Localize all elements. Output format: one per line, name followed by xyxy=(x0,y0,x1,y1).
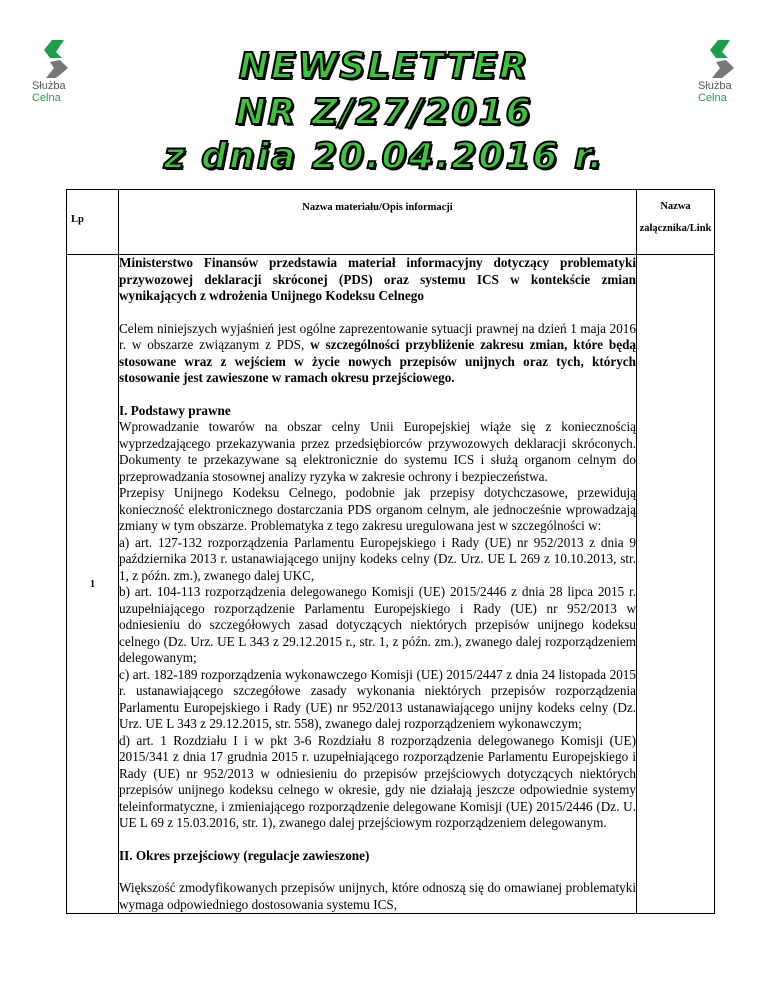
intro-bold: w szczególności przybliżenie zakresu zmian, które będą stosowane wraz z wejściem w życie nowych przepisów unijnych oraz tych, których stosowanie jest zawieszone w ramach okresu przejściowego. xyxy=(119,337,637,385)
logo-text-line1: Służba xyxy=(32,80,66,92)
logo-text-line2: Celna xyxy=(32,92,61,104)
row-attachment xyxy=(637,255,715,914)
row-content xyxy=(119,255,637,914)
column-header-attachment-line1: Nazwa xyxy=(660,201,691,212)
newsletter-table xyxy=(66,189,715,914)
row-number: 1 xyxy=(67,255,119,914)
row-heading: Ministerstwo Finansów przedstawia materiał informacyjny dotyczący problematyki przywozowej deklaracji skróconej (PDS) oraz systemu ICS w kontekście zmian wynikających z wdrożenia Unijnego Kodeksu Celnego xyxy=(119,255,636,303)
section1-title: I. Podstawy prawne xyxy=(119,402,231,418)
newsletter-title: NEWSLETTER xyxy=(238,46,530,87)
newsletter-date: z dnia 20.04.2016 r. xyxy=(163,136,605,177)
table-row xyxy=(67,255,715,914)
column-header-lp: Lp xyxy=(67,190,119,255)
logo-text-line1: Służba xyxy=(698,80,732,92)
intro-paragraph xyxy=(119,321,636,387)
list-item-c: c) art. 182-189 rozporządzenia wykonawczego Komisji (UE) 2015/2447 z dnia 24 listopada 2015 r. ustanawiającego szczegółowe zasady wykonania niektórych przepisów rozporządzenia Parlamentu Europejskiego i Rady (UE) nr 952/2013 ustanawiającego unijny kodeks celny (Dz. Urz. UE L 343 z 29.12.2015, str. 558), zwanego dalej rozporządzeniem wykonawczym; xyxy=(119,666,636,731)
intro-plain: Celem niniejszych wyjaśnień jest ogólne zaprezentowanie sytuacji prawnej na dzień 1 maja 2016 r. w obszarze związanym z PDS, xyxy=(119,320,636,352)
newsletter-number: NR Z/27/2016 xyxy=(235,92,533,133)
table-header-row xyxy=(67,190,715,255)
list-item-b: b) art. 104-113 rozporządzenia delegowanego Komisji (UE) 2015/2446 z dnia 28 lipca 2015 r. uzupełniającego rozporządzenie Parlamentu Europejskiego i Rady (UE) nr 952/2013 w odniesieniu do szczegółowych zasad dotyczących niektórych przepisów unijnego kodeksu celnego (Dz. Urz. UE L 343 z 29.12.2015 r., str. 1, z późn. zm.), zwanego dalej rozporządzeniem delegowanym; xyxy=(119,584,636,665)
section2-paragraph1: Większość zmodyfikowanych przepisów unijnych, które odnoszą się do omawianej problematyki wymaga odpowiedniego dostosowania systemu ICS, xyxy=(119,880,636,912)
column-header-name: Nazwa materiału/Opis informacji xyxy=(119,190,637,255)
list-item-d: d) art. 1 Rozdziału I i w pkt 3-6 Rozdziału 8 rozporządzenia delegowanego Komisji (UE) 2015/341 z dnia 17 grudnia 2015 r. uzupełniającego rozporządzenie Parlamentu Europejskiego i Rady (UE) nr 952/2013 w odniesieniu do przepisów przejściowych dotyczących niektórych przepisów unijnego kodeksu celnego w okresie, gdy nie działają jeszcze odpowiednie systemy teleinformatyczne, i zmieniającego rozporządzenie delegowane Komisji (UE) 2015/2446 (Dz. U. UE L 69 z 15.03.2016, str. 1), zwanego dalej przejściowym rozporządzeniem delegowanym. xyxy=(119,732,636,830)
column-header-attachment-line2: załącznika/Link xyxy=(639,223,712,234)
column-header-attachment xyxy=(637,190,715,255)
section1-paragraph2: Przepisy Unijnego Kodeksu Celnego, podobnie jak przepisy dotychczasowe, przewidują konieczność elektronicznego dostarczania PDS organom celnym, ale jednocześnie wprowadzają zmiany w tym obszarze. Problematyka z tego zakresu uregulowana jest w szczególności w: xyxy=(119,485,636,533)
section2-title: II. Okres przejściowy (regulacje zawieszone) xyxy=(119,847,370,863)
logo-text-line2: Celna xyxy=(698,92,727,104)
section1-paragraph1: Wprowadzanie towarów na obszar celny Unii Europejskiej wiąże się z koniecznością wyprzedzającego przekazywania przez przedsiębiorców przywozowych deklaracji skróconych. Dokumenty te przekazywane są elektronicznie do systemu ICS i służą organom celnym do przeprowadzania stosownej analizy ryzyka w zakresie ochrony i bezpieczeństwa. xyxy=(119,419,636,484)
list-item-a: a) art. 127-132 rozporządzenia Parlamentu Europejskiego i Rady (UE) nr 952/2013 z dnia 9 października 2013 r. ustanawiającego unijny kodeks celny (Dz. Urz. UE L 269 z 10.10.2013, str. 1, z późn. zm.), zwanego dalej UKC, xyxy=(119,534,636,583)
